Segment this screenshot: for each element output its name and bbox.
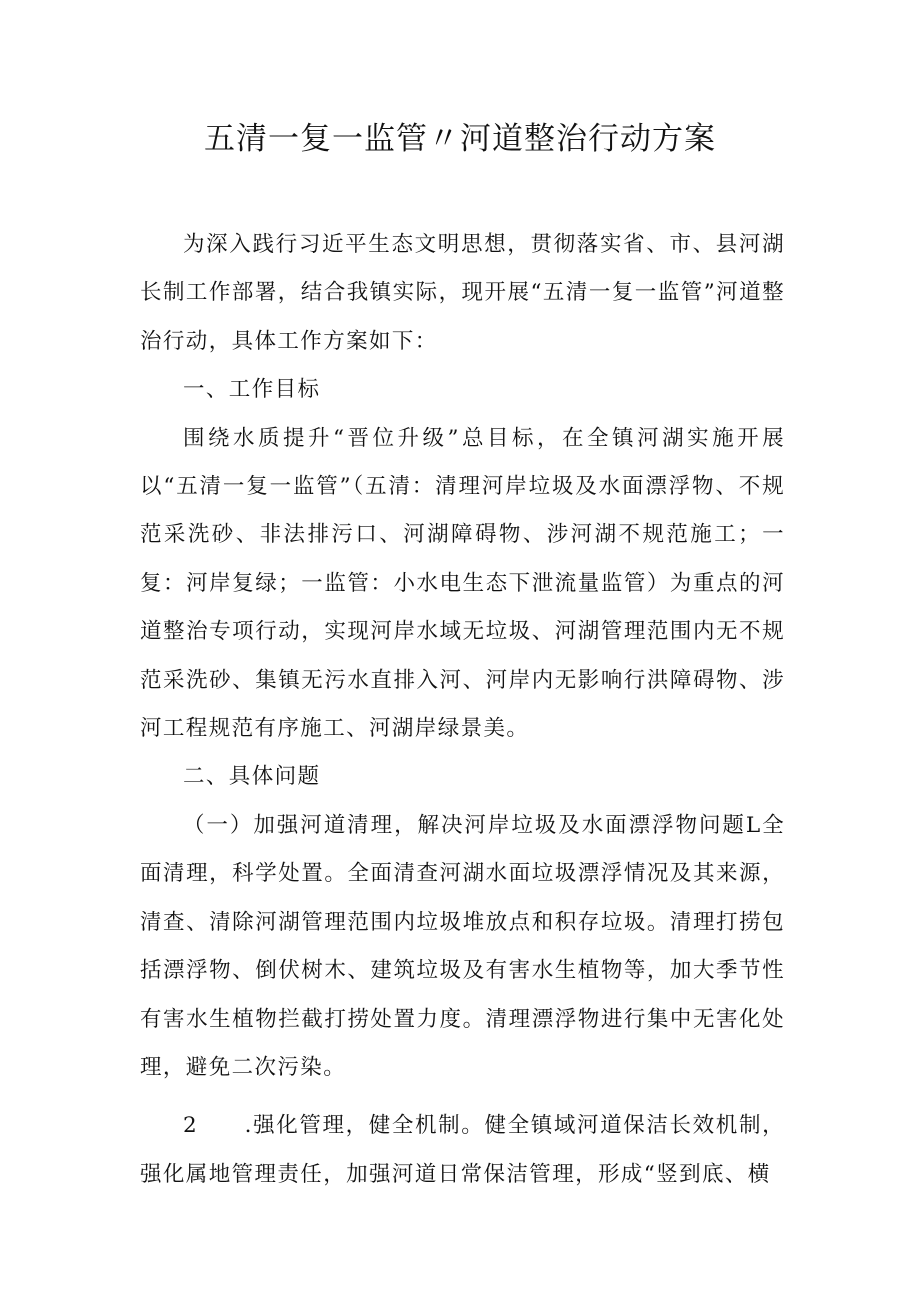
section-heading-goals: 一、工作目标 <box>183 377 321 403</box>
section-heading-issues: 二、具体问题 <box>183 764 321 790</box>
goals-paragraph: 围绕水质提升“晋位升级”总目标，在全镇河湖实施开展以“五清一复一监管”（五清：清理河岸垃圾及水面漂浮物、不规范采洗砂、非法排污口、河湖障碍物、涉河湖不规范施工；一复：河岸复绿；一监管：小水电生态下泄流量监管）为重点的河道整治专项行动，实现河岸水域无垃圾、河湖管理范围内无不规范采洗砂、集镇无污水直排入河、河岸内无影响行洪障碍物、涉河工程规范有序施工、河湖岸绿景美。 <box>140 425 785 742</box>
document-body <box>140 221 785 1199</box>
issue-1-paragraph: （一）加强河道清理，解决河岸垃圾及水面漂浮物问题L全面清理，科学处置。全面清查河湖水面垃圾漂浮情况及其来源，清查、清除河湖管理范围内垃圾堆放点和积存垃圾。清理打捞包括漂浮物、倒伏树木、建筑垃圾及有害水生植物等，加大季节性有害水生植物拦截打捞处置力度。清理漂浮物进行集中无害化处理，避免二次污染。 <box>140 812 785 1080</box>
document-title: 五清一复一监管〃河道整治行动方案 <box>204 121 716 157</box>
issue-1-item-2-paragraph: 2 .强化管理，健全机制。健全镇域河道保洁长效机制，强化属地管理责任，加强河道日常保洁管理，形成“竖到底、横 <box>140 1113 785 1187</box>
intro-paragraph: 为深入践行习近平生态文明思想，贯彻落实省、市、县河湖长制工作部署，结合我镇实际，现开展“五清一复一监管”河道整治行动，具体工作方案如下： <box>140 232 785 354</box>
